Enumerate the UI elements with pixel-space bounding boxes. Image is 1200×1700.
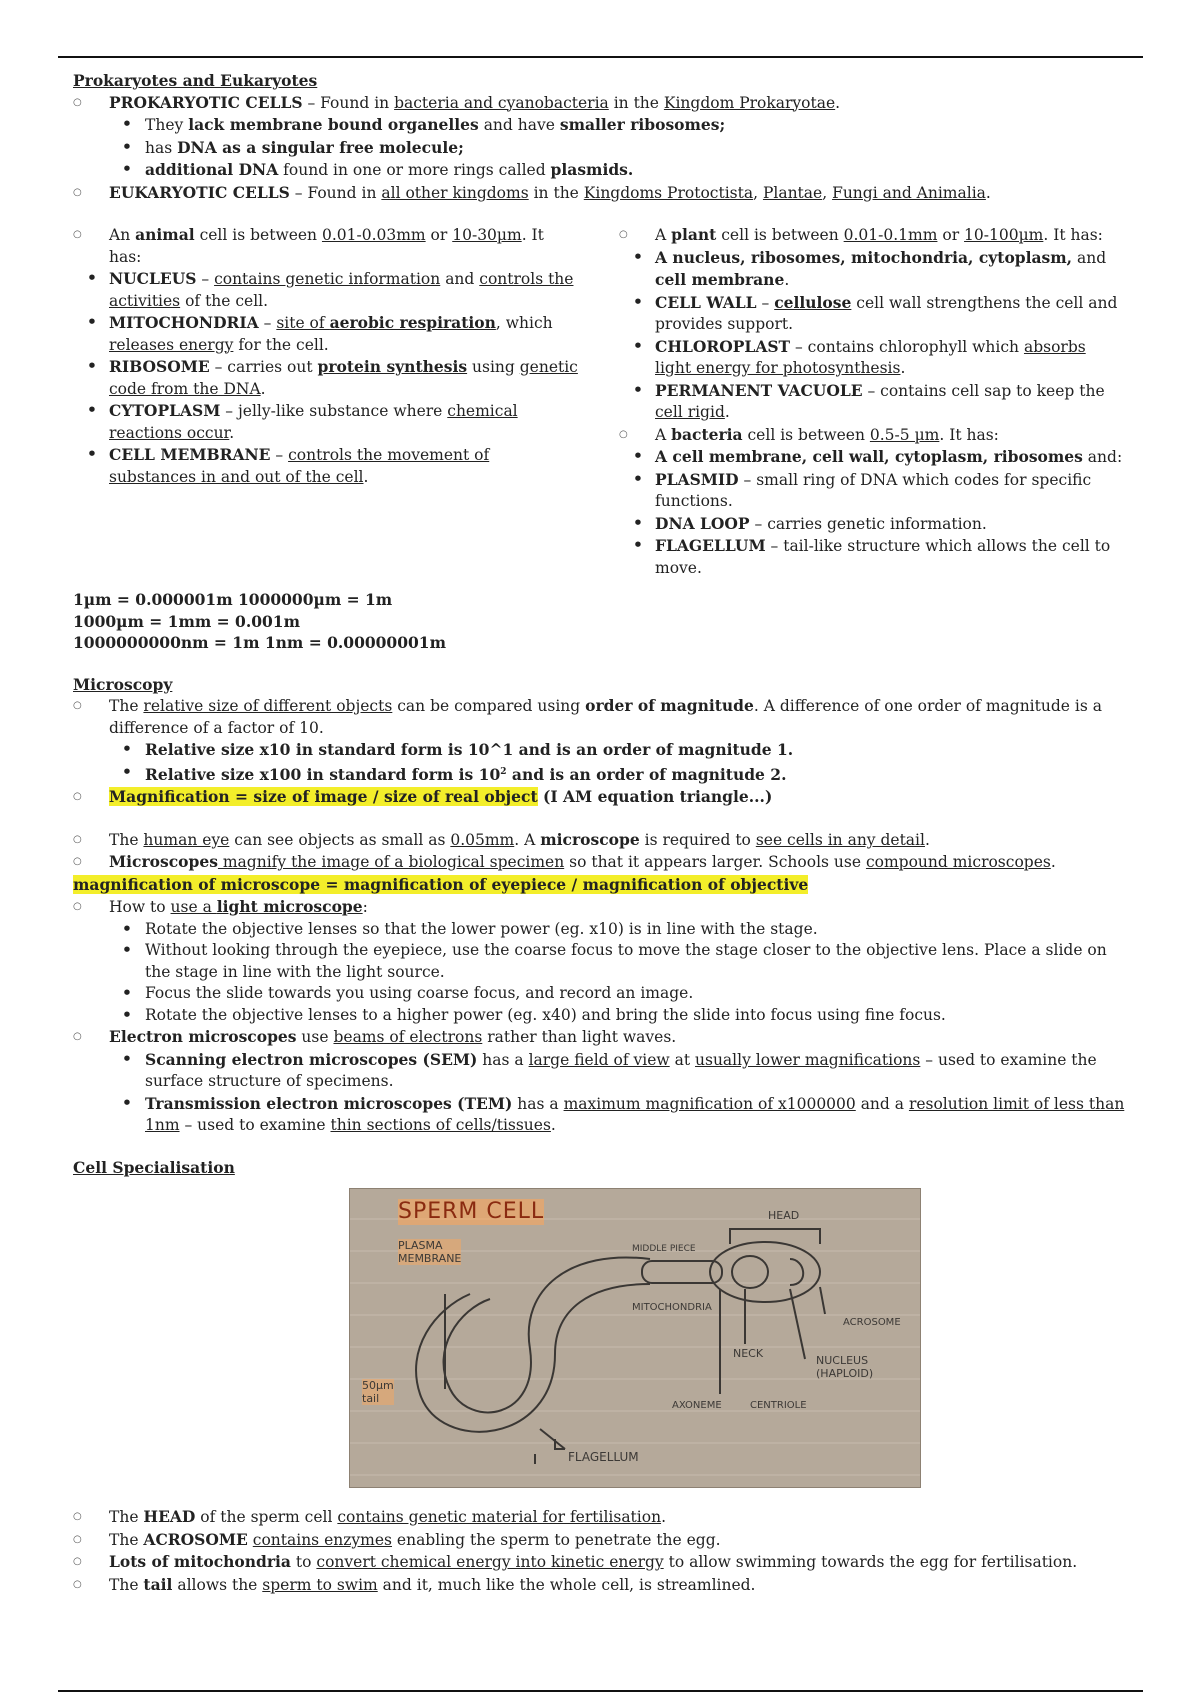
label-middle-piece: MIDDLE PIECE: [632, 1244, 696, 1255]
magnitude-bullet: • Relative size x10 in standard form is 10^1 and is an order of magnitude 1.: [73, 739, 1125, 762]
label-flagellum: FLAGELLUM: [568, 1450, 639, 1465]
magnitude-paragraph: ○ The relative size of different objects can be compared using order of magnitude. A difference of one order of magnitude is a difference of a factor of 10.: [73, 695, 1125, 739]
bacteria-item: • DNA LOOP – carries genetic information.: [619, 513, 1125, 536]
unit-line: 1000µm = 1mm = 0.001m: [73, 611, 300, 631]
bacteria-item: • PLASMID – small ring of DNA which codes for specific functions.: [619, 469, 1125, 513]
unit-line: 1µm = 0.000001m 1000000µm = 1m: [73, 590, 393, 609]
microscope-formula: magnification of microscope = magnification of eyepiece / magnification of objective: [73, 874, 809, 894]
sperm-cell-photo: [349, 1188, 921, 1488]
plant-item: • CELL WALL – cellulose cell wall strengthens the cell and provides support.: [619, 292, 1125, 336]
electron-microscopes-line: ○ Electron microscopes use beams of electrons rather than light waves.: [73, 1026, 1125, 1049]
document-body: [73, 70, 1125, 1596]
label-head: HEAD: [768, 1209, 800, 1223]
eukaryotic-line: ○ EUKARYOTIC CELLS – Found in all other kingdoms in the Kingdoms Protoctista, Plantae, Fungi and Animalia.: [73, 182, 1125, 205]
magnitude-bullet: • Relative size x100 in standard form is $10^2$ and is an order of magnitude 2.: [73, 762, 1125, 787]
microscope-step: • Rotate the objective lenses so that the lower power (eg. x10) is in line with the stage.: [73, 919, 1125, 941]
human-eye-line: ○ The human eye can see objects as small as 0.05mm. A microscope is required to see cells in any detail.: [73, 829, 1125, 852]
microscope-step: • Without looking through the eyepiece, use the coarse focus to move the stage closer to the objective lens. Place a slide on the stage in line with the light source.: [73, 940, 1125, 983]
sperm-cell-drawing: [350, 1189, 920, 1487]
sperm-point: ○ Lots of mitochondria to convert chemical energy into kinetic energy to allow swimming towards the egg for fertilisation.: [73, 1551, 1125, 1574]
figure-title: SPERM CELL: [398, 1199, 545, 1225]
sperm-point: ○ The tail allows the sperm to swim and it, much like the whole cell, is streamlined.: [73, 1574, 1125, 1597]
section-heading-prokaryotes: Prokaryotes and Eukaryotes: [73, 71, 318, 90]
label-plasma-membrane: PLASMA MEMBRANE: [398, 1239, 462, 1266]
microscopes-line: ○ Microscopes magnify the image of a biological specimen so that it appears larger. Schools use compound microscopes.: [73, 851, 1125, 874]
animal-organelle-nucleus: • NUCLEUS – contains genetic information and controls the activities of the cell.: [73, 268, 579, 312]
plant-item: • CHLOROPLAST – contains chlorophyll which absorbs light energy for photosynthesis.: [619, 336, 1125, 380]
magnification-formula: ○ Magnification = size of image / size of real object (I AM equation triangle...): [73, 786, 1125, 809]
section-heading-microscopy: Microscopy: [73, 674, 173, 694]
animal-organelle-mitochondria: • MITOCHONDRIA – site of aerobic respiration, which releases energy for the cell.: [73, 312, 579, 356]
bacteria-item: • FLAGELLUM – tail-like structure which allows the cell to move.: [619, 535, 1125, 579]
microscope-step: • Focus the slide towards you using coarse focus, and record an image.: [73, 983, 1125, 1005]
label-mitochondria: MITOCHONDRIA: [632, 1302, 712, 1314]
animal-organelle-ribosome: • RIBOSOME – carries out protein synthesis using genetic code from the DNA.: [73, 356, 579, 400]
animal-organelle-cytoplasm: • CYTOPLASM – jelly-like substance where chemical reactions occur.: [73, 400, 579, 444]
section-heading-specialisation: Cell Specialisation: [73, 1157, 235, 1177]
how-to-line: ○ How to use a light microscope:: [73, 896, 1125, 919]
animal-organelle-membrane: • CELL MEMBRANE – controls the movement of substances in and out of the cell.: [73, 444, 579, 488]
plant-item: • PERMANENT VACUOLE – contains cell sap to keep the cell rigid.: [619, 380, 1125, 424]
label-neck: NECK: [733, 1347, 764, 1361]
top-rule: [58, 56, 1143, 58]
prokaryote-bullet: • additional DNA found in one or more rings called plasmids.: [73, 159, 1125, 182]
sem-bullet: • Scanning electron microscopes (SEM) has a large field of view at usually lower magnifications – used to examine the surface structure of specimens.: [73, 1049, 1125, 1093]
cell-type-columns: [73, 224, 1125, 579]
prokaryotic-line: ○ PROKARYOTIC CELLS – Found in bacteria and cyanobacteria in the Kingdom Prokaryotae.: [73, 92, 1125, 115]
sperm-point: ○ The HEAD of the sperm cell contains genetic material for fertilisation.: [73, 1506, 1125, 1529]
prokaryote-bullet: • has DNA as a singular free molecule;: [73, 137, 1125, 160]
label-acrosome: ACROSOME: [843, 1317, 901, 1329]
animal-cell-intro: ○ An animal cell is between 0.01-0.03mm or 10-30µm. It has:: [73, 224, 579, 268]
bacteria-cell-intro: ○ A bacteria cell is between 0.5-5 µm. It has:: [619, 424, 1125, 447]
plant-bacteria-column: [619, 224, 1125, 579]
sperm-point: ○ The ACROSOME contains enzymes enabling the sperm to penetrate the egg.: [73, 1529, 1125, 1552]
microscope-step: • Rotate the objective lenses to a higher power (eg. x40) and bring the slide into focus using fine focus.: [73, 1005, 1125, 1027]
prokaryote-bullet: • They lack membrane bound organelles and have smaller ribosomes;: [73, 114, 1125, 137]
tem-bullet: • Transmission electron microscopes (TEM) has a maximum magnification of x1000000 and a resolution limit of less than 1nm – used to examine thin sections of cells/tissues.: [73, 1093, 1125, 1137]
label-centriole: CENTRIOLE: [750, 1400, 807, 1412]
bacteria-item: • A cell membrane, cell wall, cytoplasm, ribosomes and:: [619, 446, 1125, 469]
animal-cell-column: [73, 224, 579, 579]
plant-cell-intro: ○ A plant cell is between 0.01-0.1mm or 10-100µm. It has:: [619, 224, 1125, 247]
label-axoneme: AXONEME: [672, 1400, 722, 1412]
label-tail-length: 50µm tail: [362, 1379, 394, 1406]
unit-conversions: [73, 589, 1125, 654]
bottom-rule: [58, 1690, 1143, 1692]
label-nucleus: NUCLEUS (HAPLOID): [816, 1354, 874, 1381]
unit-line: 1000000000nm = 1m 1nm = 0.00000001m: [73, 633, 446, 652]
plant-item: • A nucleus, ribosomes, mitochondria, cytoplasm, and cell membrane.: [619, 247, 1125, 292]
